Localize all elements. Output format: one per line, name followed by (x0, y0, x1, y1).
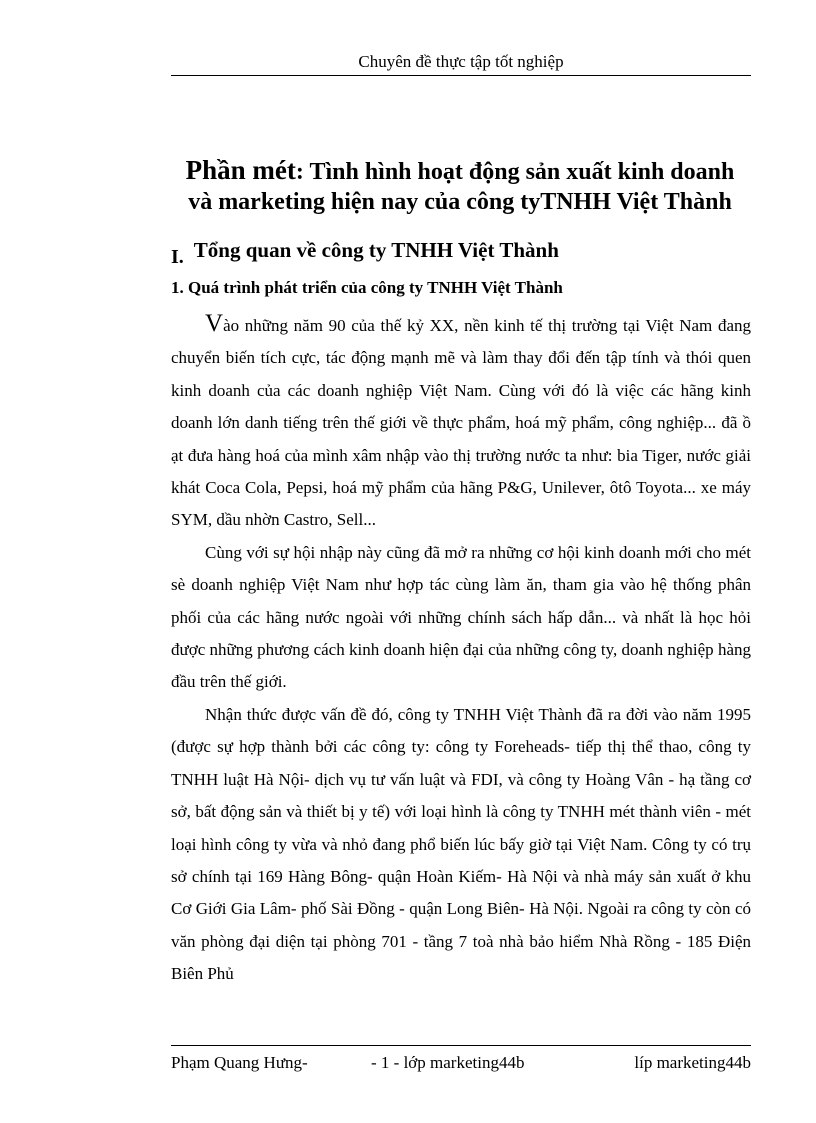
part-title-line1 (150, 155, 770, 187)
footer-class: líp marketing44b (634, 1053, 751, 1072)
footer-author: Phạm Quang Hưng- (171, 1053, 308, 1072)
footer-page-number: - 1 - lớp marketing44b (371, 1053, 525, 1072)
section-number: I. (171, 246, 184, 268)
section-heading (171, 238, 559, 268)
header-divider (171, 75, 751, 76)
paragraph-2: Cùng với sự hội nhập này cũng đã mở ra những cơ hội kinh doanh mới cho mét sè doanh nghiệp Việt Nam như hợp tác cùng làm ăn, tham gia vào hệ thống phân phối của các hãng nước ngoài với những chính sách hấp dẫn... và nhất là học hỏi được những phương cách kinh doanh hiện đại của những công ty, doanh nghiệp hàng đầu trên thế giới. (171, 542, 751, 692)
running-header: Chuyên đề thực tập tốt nghiệp (358, 52, 564, 71)
section-title: Tổng quan về công ty TNHH Việt Thành (193, 238, 559, 262)
part-title-line2: và marketing hiện nay của công tyTNHH Việt Thành (188, 189, 732, 215)
paragraph-1-initial: V (205, 310, 224, 337)
paragraph-3: Nhận thức được vấn đề đó, công ty TNHH Việt Thành đã ra đời vào năm 1995 (được sự hợp thành bởi các công ty: công ty Foreheads- tiếp thị thể thao, công ty TNHH luật Hà Nội- dịch vụ tư vấn luật và FDI, và công ty Hoàng Vân - hạ tầng cơ sở, bất động sản và thiết bị y tế) với loại hình là công ty TNHH mét thành viên - mét loại hình công ty vừa và nhỏ đang phổ biến lúc bấy giờ tại Việt Nam. Công ty có trụ sở chính tại 169 Hàng Bông- quận Hoàn Kiếm- Hà Nội và nhà máy sản xuất ở khu Cơ Giới Gia Lâm- phố Sài Đồng - quận Long Biên- Hà Nội. Ngoài ra công ty còn có văn phòng đại diện tại phòng 701 - tầng 7 toà nhà bảo hiểm Nhà Rồng - 185 Điện Biên Phủ (171, 704, 751, 984)
body-text (171, 308, 751, 991)
paragraph-1-text: ào những năm 90 của thế kỷ XX, nền kinh tế thị trường tại Việt Nam đang chuyển biến tích cực, tác động mạnh mẽ và làm thay đổi đến tập tính và thói quen kinh doanh của các doanh nghiệp Việt Nam. Cùng với đó là việc các hãng kinh doanh lớn danh tiếng trên thế giới về thực phẩm, hoá mỹ phẩm, công nghiệp... đã ồ ạt đưa hàng hoá của mình xâm nhập vào thị trường nước ta như: bia Tiger, nước giải khát Coca Cola, Pepsi, hoá mỹ phẩm của hãng P&G, Unilever, ôtô Toyota... xe máy SYM, dầu nhờn Castro, Sell... (171, 316, 751, 530)
part-title-lead: Phần mét (185, 155, 296, 185)
footer-divider (171, 1045, 751, 1046)
paragraph-1 (171, 308, 751, 537)
page-footer (171, 1053, 751, 1075)
subsection-heading: 1. Quá trình phát triển của công ty TNHH Việt Thành (171, 278, 563, 297)
part-title-rest: : Tình hình hoạt động sản xuất kinh doanh (295, 159, 735, 185)
part-title (150, 155, 770, 217)
